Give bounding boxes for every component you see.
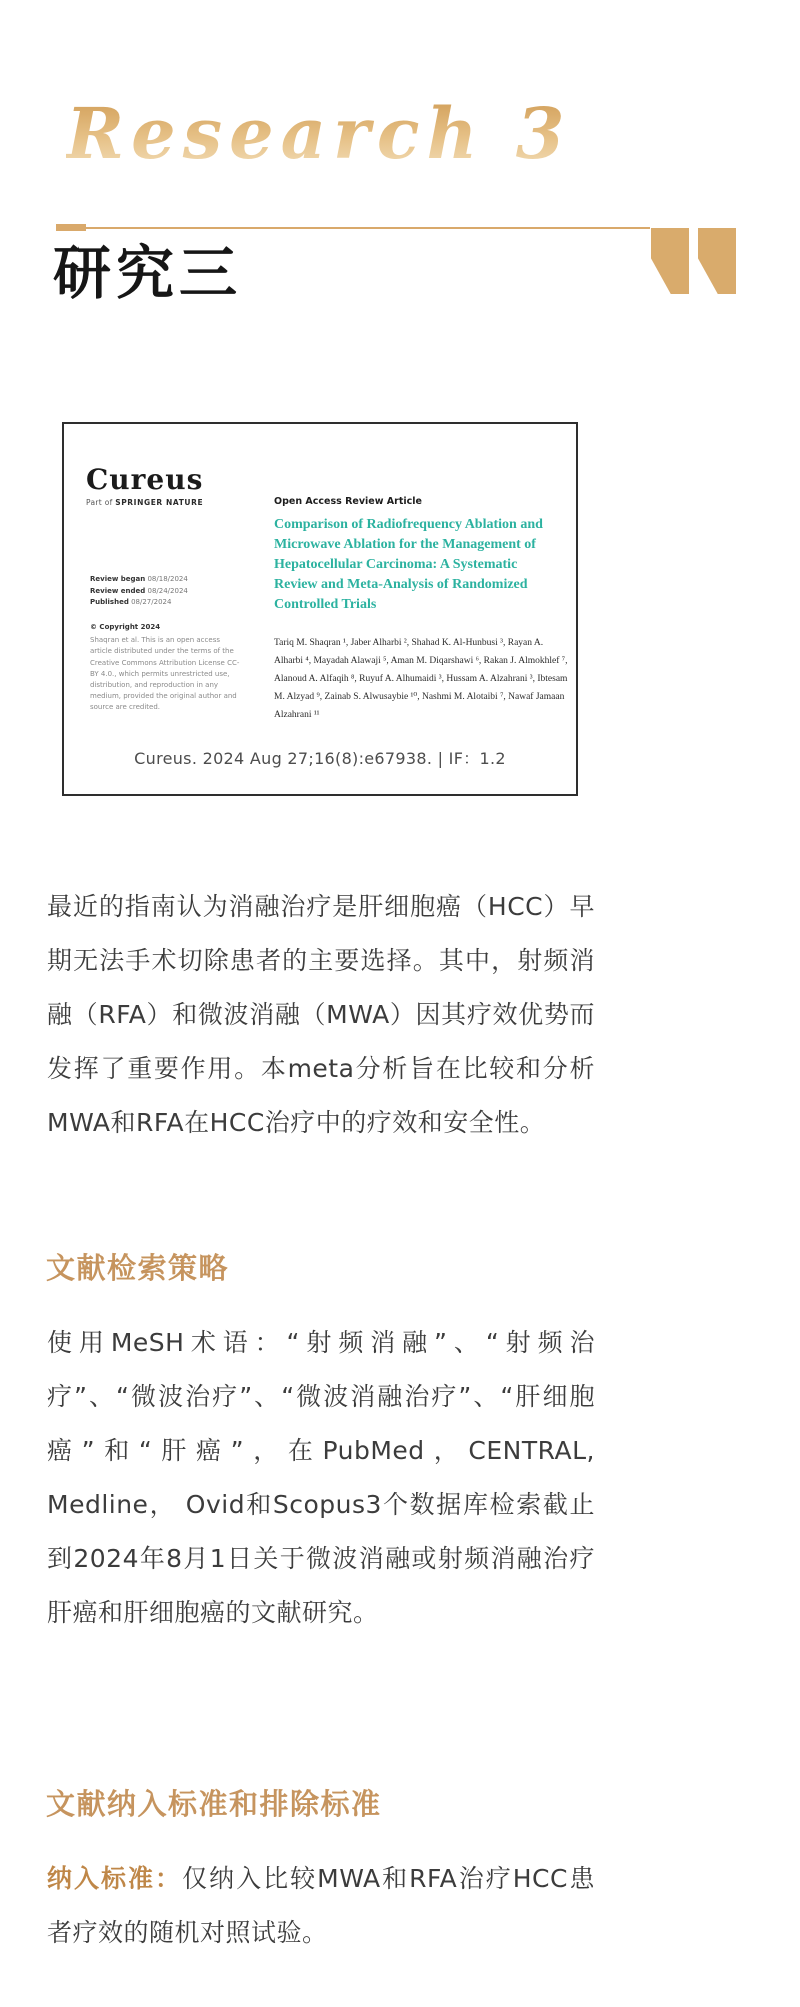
quote-icon bbox=[651, 228, 736, 294]
citation-line: Cureus. 2024 Aug 27;16(8):e67938. | IF：1.2 bbox=[134, 749, 506, 768]
inclusion-text: 仅纳入比较MWA和RFA治疗HCC患者疗效的随机对照试验。 bbox=[47, 1864, 595, 1947]
meta-value: 08/24/2024 bbox=[147, 586, 188, 595]
inclusion-paragraph bbox=[47, 1852, 595, 1960]
author-list: Tariq M. Shaqran ¹, Jaber Alharbi ², Shahad K. Al-Hunbusi ³, Rayan A. Alharbi ⁴, Mayadah Alawaji ⁵, Aman M. Diqarshawi ⁶, Rakan J. Almokhlef ⁷, Alanoud A. Alfaqih ⁸, Ruyuf A. Alhumaidi ³, Hussam A. Alzahrani ³, Ibtesam M. Alzyad ⁹, Zainab S. Alwusaybie ¹⁰, Nashmi M. Alotaibi ⁷, Nawaf Jamaan Alzahrani ¹¹ bbox=[274, 638, 568, 721]
section-heading-criteria: 文献纳入标准和排除标准 bbox=[46, 1789, 382, 1821]
meta-label: Review began bbox=[90, 575, 146, 583]
intro-paragraph: 最近的指南认为消融治疗是肝细胞癌（HCC）早期无法手术切除患者的主要选择。其中，射频消融（RFA）和微波消融（MWA）因其疗效优势而发挥了重要作用。本meta分析旨在比较和分析MWA和RFA在HCC治疗中的疗效和安全性。 bbox=[47, 892, 595, 1137]
meta-label: Published bbox=[90, 598, 129, 607]
page-title: 研究三 bbox=[53, 241, 243, 306]
quote-mark-icon bbox=[651, 228, 689, 294]
copyright-label: © Copyright 2024 bbox=[90, 623, 161, 631]
meta-row bbox=[90, 597, 188, 609]
meta-value: 08/18/2024 bbox=[147, 575, 188, 583]
meta-value: 08/27/2024 bbox=[131, 598, 172, 607]
journal-logo-subtitle bbox=[86, 498, 203, 507]
journal-logo-text: Cureus bbox=[86, 463, 204, 496]
inclusion-label: 纳入标准： bbox=[47, 1864, 183, 1893]
search-strategy-paragraph: 使用MeSH术语：“射频消融”、“射频治疗”、“微波治疗”、“微波消融治疗”、“肝细胞癌”和“肝癌”，在PubMed，CENTRAL, Medline， Ovid和Scopus3个数据库检索截止到2024年8月1日关于微波消融或射频消融治疗肝癌和肝细胞癌的文献研究。 bbox=[47, 1328, 595, 1627]
paper-card[interactable] bbox=[62, 422, 578, 796]
journal-sub-prefix: Part of bbox=[86, 498, 116, 507]
meta-label: Review ended bbox=[90, 586, 146, 595]
copyright-block bbox=[90, 622, 242, 714]
review-meta bbox=[90, 574, 188, 609]
header-script-title: Research 3 bbox=[66, 92, 572, 175]
journal-sub-name: SPRINGER NATURE bbox=[115, 498, 204, 507]
section-heading-search-strategy: 文献检索策略 bbox=[46, 1253, 230, 1285]
article-type-label: Open Access Review Article bbox=[274, 496, 422, 507]
journal-logo bbox=[86, 463, 204, 507]
copyright-text: Shaqran et al. This is an open access article distributed under the terms of the Creative Commons Attribution License CC-BY 4.0., which permits unrestricted use, distribution, and reproduction in any medium, provided the original author and source are credited. bbox=[90, 636, 240, 712]
meta-row bbox=[90, 586, 188, 598]
paper-title: Comparison of Radiofrequency Ablation and Microwave Ablation for the Management of Hepatocellular Carcinoma: A Systematic Review and Meta-Analysis of Randomized Controlled Trials bbox=[274, 517, 543, 612]
meta-row bbox=[90, 574, 188, 586]
quote-mark-icon bbox=[698, 228, 736, 294]
